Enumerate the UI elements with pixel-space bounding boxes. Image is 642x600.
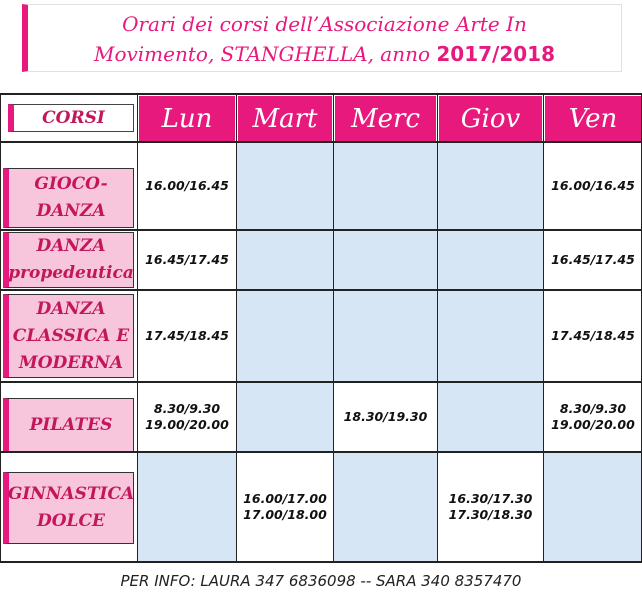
empty-slot <box>138 453 236 561</box>
empty-slot <box>438 383 543 451</box>
row-divider <box>0 381 642 383</box>
column-divider <box>333 94 334 562</box>
course-name: DANZA CLASSICA E MODERNA <box>3 294 134 378</box>
time-slot: 17.45/18.45 <box>544 291 642 381</box>
empty-slot <box>438 231 543 289</box>
empty-slot <box>334 143 437 229</box>
empty-slot <box>237 383 333 451</box>
empty-slot <box>438 291 543 381</box>
course-name: PILATES <box>3 398 134 452</box>
title-line-2 <box>28 41 621 67</box>
time-slot: 16.45/17.45 <box>138 231 236 289</box>
time-slot: 8.30/9.30 19.00/20.00 <box>544 383 642 451</box>
time-slot: 16.00/17.00 17.00/18.00 <box>237 453 333 561</box>
day-header-ven: Ven <box>545 96 641 142</box>
row-divider <box>0 289 642 291</box>
row-divider <box>0 561 642 563</box>
time-slot: 18.30/19.30 <box>334 383 437 451</box>
row-divider <box>0 229 642 231</box>
corsi-header: CORSI <box>8 104 134 132</box>
empty-slot <box>237 231 333 289</box>
row-divider <box>0 141 642 143</box>
empty-slot <box>438 143 543 229</box>
title-line-1: Orari dei corsi dell’Associazione Arte In <box>122 12 527 36</box>
day-header-giov: Giov <box>439 96 542 142</box>
empty-slot <box>544 453 642 561</box>
time-slot: 16.45/17.45 <box>544 231 642 289</box>
time-slot: 8.30/9.30 19.00/20.00 <box>138 383 236 451</box>
title-main: Movimento, STANGHELLA, anno <box>93 42 431 66</box>
time-slot: 16.30/17.30 17.30/18.30 <box>438 453 543 561</box>
column-divider <box>137 94 138 562</box>
title-box <box>22 4 622 72</box>
row-divider <box>0 93 642 95</box>
empty-slot <box>237 291 333 381</box>
column-divider <box>0 94 1 562</box>
footer-contacts: PER INFO: LAURA 347 6836098 -- SARA 340 8357470 <box>120 572 522 590</box>
time-slot: 16.00/16.45 <box>138 143 236 229</box>
day-header-merc: Merc <box>335 96 436 142</box>
course-name: GIOCO- DANZA <box>3 168 134 228</box>
column-divider <box>437 94 438 562</box>
course-name: GINNASTICA DOLCE <box>3 472 134 544</box>
day-header-lun: Lun <box>139 96 235 142</box>
time-slot: 16.00/16.45 <box>544 143 642 229</box>
empty-slot <box>334 291 437 381</box>
day-header-mart: Mart <box>238 96 332 142</box>
column-divider <box>236 94 237 562</box>
empty-slot <box>334 453 437 561</box>
time-slot: 17.45/18.45 <box>138 291 236 381</box>
row-divider <box>0 451 642 453</box>
column-divider <box>543 94 544 562</box>
empty-slot <box>237 143 333 229</box>
title-year: 2017/2018 <box>436 42 556 66</box>
empty-slot <box>334 231 437 289</box>
course-name: DANZA propedeutica <box>3 232 134 288</box>
